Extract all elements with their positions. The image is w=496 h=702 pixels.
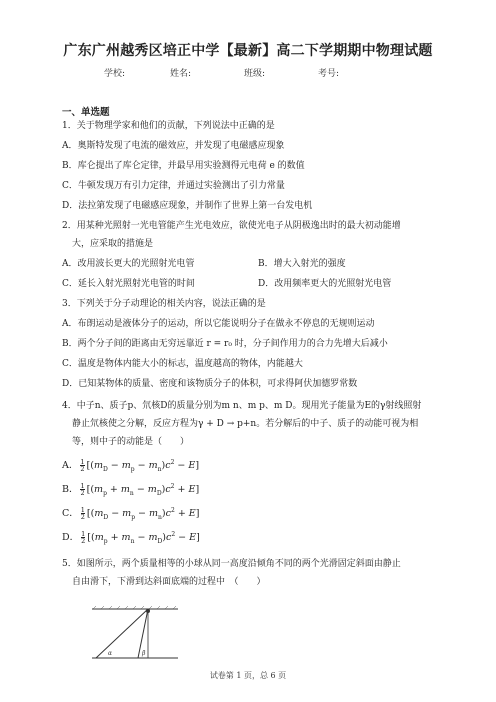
q4-stem-line1: 4．中子n、质子p、氘核D的质量分别为m n、m p、m D。现用光子能量为E的γ射线照射 [62, 401, 422, 411]
page-title: 广东广州越秀区培正中学【最新】高二下学期期中物理试题 [63, 43, 433, 59]
q4-option-b-label: B． [62, 484, 79, 496]
q4-option-a-label: A． [62, 460, 79, 472]
q4-option-d [62, 528, 200, 549]
q2-option-d: D．改用频率更大的光照射光电管 [258, 279, 392, 289]
q1-option-d: D．法拉第发现了电磁感应现象，并制作了世界上第一台发电机 [62, 201, 313, 211]
q4-option-d-label: D． [62, 532, 80, 544]
q4-option-c-expr: $[(m_D - m_p - m_n)c^2 + E]$ [86, 507, 200, 522]
q4-option-a [62, 456, 199, 477]
name-label: 姓名: [170, 69, 192, 79]
q2-option-c: C．延长入射光照射光电管的时间 [62, 279, 195, 289]
q4-stem-line3: 等，则中子的动能是（ ） [72, 437, 190, 447]
number-label: 考号: [318, 69, 340, 79]
q2-stem-line1: 2．用某种光照射一光电管能产生光电效应，欲使光电子从阴极逸出时的最大初动能增 [62, 221, 401, 231]
q4-option-a-expr: $[(m_D - m_p - m_n)c^2 - E]$ [86, 459, 200, 474]
fraction-half: $\frac{1}{2}$ [80, 506, 85, 522]
fraction-half: $\frac{1}{2}$ [81, 530, 86, 546]
q2-option-a: A．改用波长更大的光照射光电管 [62, 259, 195, 269]
q3-stem: 3．下列关于分子动理论的相关内容，说法正确的是 [62, 299, 266, 309]
q3-option-d: D．已知某物体的质量、密度和该物质分子的体积，可求得阿伏加德罗常数 [62, 379, 358, 389]
q4-option-d-expr: $[(m_p + m_n - m_D)c^2 - E]$ [87, 531, 200, 546]
q1-option-b: B．库仑提出了库仑定律，并最早用实验测得元电荷 e 的数值 [62, 161, 305, 171]
q4-option-c-label: C． [62, 508, 79, 520]
ball-top [146, 609, 150, 613]
page-footer: 试卷第 1 页，总 6 页 [209, 671, 287, 680]
fraction-half: $\frac{1}{2}$ [80, 482, 85, 498]
q3-option-c: C．温度是物体内能大小的标志，温度越高的物体，内能越大 [62, 359, 303, 369]
section-heading-single-choice: 一、单选题 [62, 107, 110, 118]
class-label: 班级: [244, 69, 266, 79]
q4-option-c [62, 504, 199, 525]
q1-option-a: A．奥斯特发现了电流的磁效应，并发现了电磁感应现象 [62, 141, 285, 151]
q2-stem-line2: 大，应采取的措施是 [72, 239, 154, 249]
q5-stem-line1: 5．如图所示，两个质量相等的小球从同一高度沿倾角不同的两个光滑固定斜面由静止 [62, 559, 401, 569]
angle-beta-label: β [142, 650, 146, 657]
q5-stem-line2: 自由滑下，下滑到达斜面底端的过程中 （ ） [72, 577, 266, 587]
q1-option-c: C．牛顿发现万有引力定律，并通过实验测出了引力常量 [62, 181, 285, 191]
q2-option-b: B．增大入射光的强度 [258, 259, 346, 269]
q4-stem-line2: 静止氘核使之分解，反应方程为γ + D → p+n。若分解后的中子、质子的动能可视为相 [72, 419, 419, 429]
q4-option-b [62, 480, 199, 501]
incline-alpha [96, 609, 148, 658]
q1-stem: 1．关于物理学家和他们的贡献，下列说法中正确的是 [62, 121, 275, 131]
q4-option-b-expr: $[(m_p + m_n - m_D)c^2 + E]$ [86, 483, 200, 498]
q3-option-a: A．布朗运动是液体分子的运动，所以它能说明分子在做永不停息的无规则运动 [62, 319, 375, 329]
angle-alpha-label: α [108, 650, 113, 657]
q3-option-b: B．两个分子间的距离由无穷远靠近 r = r₀ 时，分子间作用力的合力先增大后减小 [62, 339, 388, 349]
inclined-planes-figure [88, 606, 182, 662]
fraction-half: $\frac{1}{2}$ [80, 458, 85, 474]
school-label: 学校: [104, 69, 126, 79]
